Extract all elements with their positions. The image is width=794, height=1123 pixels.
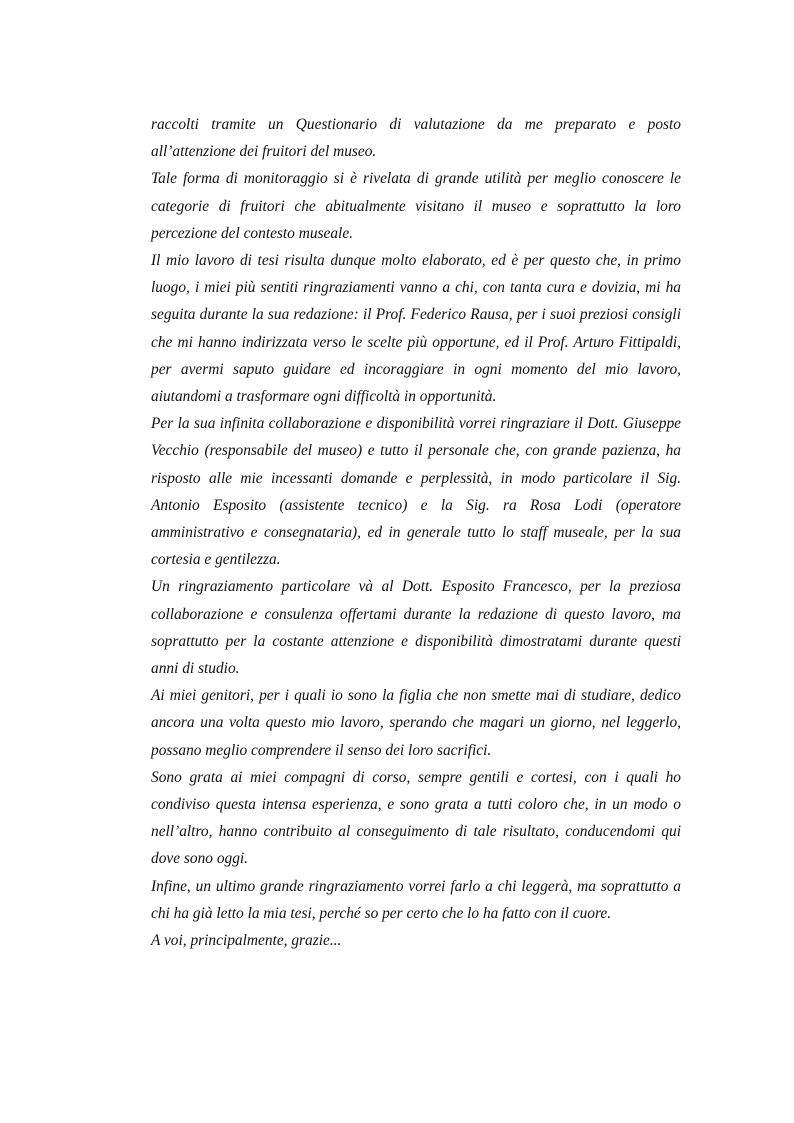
paragraph-classmates: Sono grata ai miei compagni di corso, sempre gentili e cortesi, con i quali ho condiviso questa intensa esperienza, e sono grata a tutti coloro che, in un modo o nell’altro, hanno contribuito al conseguimento di tale risultato, conducendomi qui dove sono oggi.: [151, 768, 681, 868]
paragraph-parents: Ai miei genitori, per i quali io sono la figlia che non smette mai di studiare, dedico ancora una volta questo mio lavoro, sperando che magari un giorno, nel leggerlo, possano meglio comprendere il senso dei loro sacrifici.: [151, 687, 681, 759]
paragraph-special-thanks: Un ringraziamento particolare và al Dott. Esposito Francesco, per la preziosa collaborazione e consulenza offertami durante la redazione di questo lavoro, ma soprattutto per la costante attenzione e disponibilità dimostratami durante questi anni di studio.: [151, 578, 681, 678]
paragraph-closing: A voi, principalmente, grazie...: [151, 932, 342, 950]
paragraph-questionnaire: raccolti tramite un Questionario di valutazione da me preparato e posto all’attenzione dei fruitori del museo.: [151, 116, 681, 161]
paragraph-museum-staff: Per la sua infinita collaborazione e disponibilità vorrei ringraziare il Dott. Giuseppe Vecchio (responsabile del museo) e tutto il personale che, con grande pazienza, ha risposto alle mie incessanti domande e perplessità, in modo particolare il Sig. Antonio Esposito (assistente tecnico) e la Sig. ra Rosa Lodi (operatore amministrativo e consegnataria), ed in generale tutto lo staff museale, per la sua cortesia e gentilezza.: [151, 415, 681, 569]
paragraph-monitoring: Tale forma di monitoraggio si è rivelata di grande utilità per meglio conoscere le categorie di fruitori che abitualmente visitano il museo e soprattutto la loro percezione del contesto museale.: [151, 170, 681, 242]
acknowledgements-text: [151, 111, 681, 954]
paragraph-readers: Infine, un ultimo grande ringraziamento vorrei farlo a chi leggerà, ma soprattutto a chi ha già letto la mia tesi, perché so per certo che lo ha fatto con il cuore.: [151, 877, 681, 922]
paragraph-thesis-supervisors: Il mio lavoro di tesi risulta dunque molto elaborato, ed è per questo che, in primo luogo, i miei più sentiti ringraziamenti vanno a chi, con tanta cura e dovizia, mi ha seguita durante la sua redazione: il Prof. Federico Rausa, per i suoi preziosi consigli che mi hanno indirizzata verso le scelte più opportune, ed il Prof. Arturo Fittipaldi, per avermi saputo guidare ed incoraggiare in ogni momento del mio lavoro, aiutandomi a trasformare ogni difficoltà in opportunità.: [151, 252, 681, 406]
